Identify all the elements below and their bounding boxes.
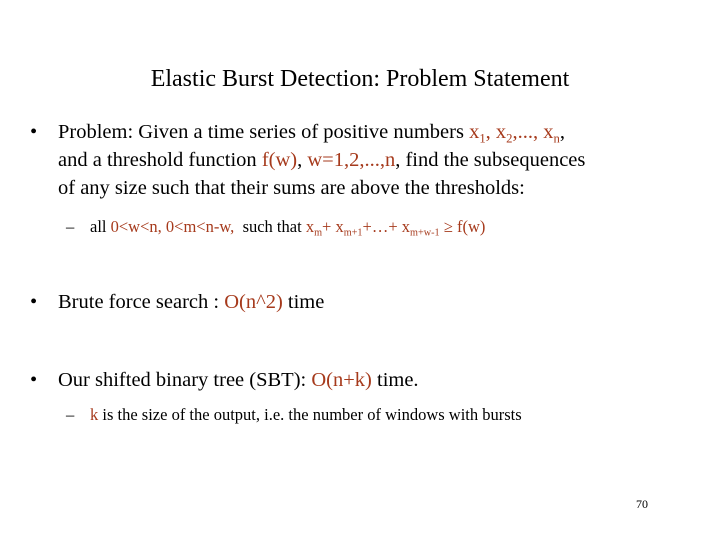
slide-title: Elastic Burst Detection: Problem Statement: [150, 66, 570, 92]
problem-text-3: , find the subsequences: [395, 149, 586, 171]
output-size-k: k: [90, 405, 99, 424]
window-range: w=1,2,...,n: [307, 149, 396, 171]
condition-text: all 0<w<n, 0<m<n-w, such that $x_m+$ $x_{m+1}+\dots+ x_{m+w-1} \ge f(w)$: [90, 217, 486, 239]
sbt-text: Our shifted binary tree (SBT): O(n+k) time.: [58, 369, 419, 391]
bullet-dot: •: [30, 369, 38, 391]
problem-line-1: [58, 118, 708, 146]
problem-comma: ,: [559, 121, 566, 143]
brute-force-text: Brute force search : O(n^2) time: [58, 291, 325, 313]
problem-text-2: and a threshold function: [58, 149, 262, 171]
output-size-text: k is the size of the output, i.e. the number of windows with bursts: [90, 405, 522, 424]
bullet-problem-text: [58, 118, 708, 202]
problem-line-2: and a threshold function f(w), w=1,2,...,n, find the subsequences: [58, 149, 586, 171]
sbt-complexity: O(n+k): [311, 369, 372, 391]
bullet-dot: •: [30, 291, 38, 313]
dash-marker: –: [66, 217, 75, 236]
sum-expression: $x_m+$ $x_{m+1}+\dots+ x_{m+w-1} \ge f(w)$: [305, 217, 486, 239]
series-x1: $x_1$, $x_2$,..., $x_n$: [469, 121, 560, 146]
threshold-function: f(w): [261, 149, 298, 171]
problem-line-3: of any size such that their sums are above the thresholds:: [58, 177, 525, 199]
condition-range: 0<w<n, 0<m<n-w,: [110, 217, 235, 236]
brute-force-complexity: O(n^2): [224, 291, 283, 313]
bullet-dot: •: [30, 121, 38, 143]
problem-text: Problem: Given a time series of positive numbers: [58, 121, 470, 143]
dash-marker: –: [66, 405, 75, 424]
page-number: 70: [636, 497, 648, 511]
